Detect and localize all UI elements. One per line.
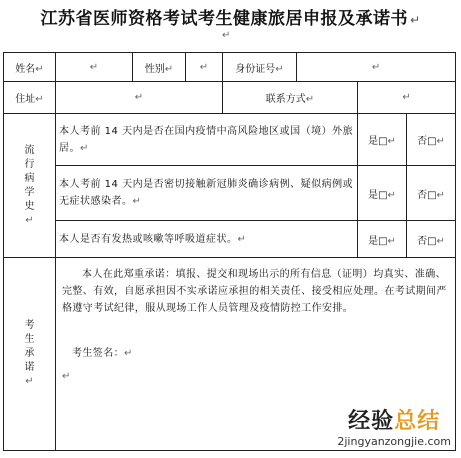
return-mark: ↵ [222, 30, 231, 41]
row-name-gender-id [4, 53, 456, 82]
question-row-3 [4, 221, 456, 258]
id-number-label: 身份证号 [235, 63, 276, 75]
page-title [0, 4, 461, 29]
question-2-no-checkbox[interactable]: 否□↵ [407, 166, 456, 221]
candidate-promise-label-cell: 考 生 承 诺 ↵ [4, 258, 56, 451]
vertical-label-char: 考 [24, 320, 35, 331]
gender-label-cell: 性别↵ [133, 53, 186, 82]
question-row-1 [4, 114, 456, 166]
gender-label: 性别 [144, 63, 165, 75]
row-address-contact [4, 82, 456, 114]
return-mark: ↵ [409, 13, 421, 27]
question-3-text: 本人是否有发热或咳嗽等呼吸道症状。 [59, 233, 238, 245]
signature-label: 考生签名： [72, 348, 124, 359]
signature-area[interactable]: 考生签名：↵ [72, 348, 133, 359]
return-mark: ↵ [62, 371, 71, 382]
watermark-url: 2jingyanzongjie.com [337, 435, 451, 448]
question-1-yes-checkbox[interactable]: 是□↵ [358, 114, 407, 166]
vertical-label-char: 承 [24, 348, 35, 359]
address-field[interactable]: ↵ [56, 82, 223, 114]
question-3-text-cell: 本人是否有发热或咳嗽等呼吸道症状。↵ [56, 221, 358, 258]
contact-label-cell: 联系方式↵ [223, 82, 358, 114]
vertical-label-char: 生 [24, 334, 35, 345]
promise-text: 本人在此郑重承诺：填报、提交和现场出示的所有信息（证明）均真实、准确、完整、有效，自愿承担因不实承诺应承担的相关责任、接受相应处理。在考试期间严格遵守考试纪律，服从现场工作人员管理及疫情防控工作安排。 [62, 269, 447, 314]
question-2-text: 本人考前 14 天内是否密切接触新冠肺炎确诊病例、疑似病例或无症状感染者。 [59, 179, 354, 207]
vertical-label-char: 史 [24, 200, 35, 212]
vertical-label-char: 诺 [24, 362, 35, 373]
gender-field[interactable]: ↵ [186, 53, 223, 82]
id-number-label-cell: 身份证号↵ [223, 53, 297, 82]
name-label: 姓名 [15, 63, 36, 75]
vertical-label-char: 行 [24, 158, 35, 170]
question-1-text-cell: 本人考前 14 天内是否在国内疫情中高风险地区或国（境）外旅居。↵ [56, 114, 358, 166]
address-label-cell: 住址↵ [4, 82, 56, 114]
name-label-cell: 姓名↵ [4, 53, 56, 82]
contact-field[interactable]: ↵ [358, 82, 456, 114]
question-row-2 [4, 166, 456, 221]
epi-history-label [7, 144, 52, 214]
name-field[interactable]: ↵ [56, 53, 133, 82]
vertical-label-char: 学 [24, 186, 35, 198]
question-2-yes-checkbox[interactable]: 是□↵ [358, 166, 407, 221]
promise-row [4, 258, 456, 451]
vertical-label-char: 流 [24, 144, 35, 156]
question-2-text-cell: 本人考前 14 天内是否密切接触新冠肺炎确诊病例、疑似病例或无症状感染者。↵ [56, 166, 358, 221]
promise-cell [56, 258, 456, 451]
vertical-label-char: 病 [24, 172, 35, 184]
candidate-promise-label [7, 319, 52, 375]
declaration-form [3, 52, 456, 451]
title-text: 江苏省医师资格考试考生健康旅居申报及承诺书 [40, 9, 408, 29]
watermark-accent-text: 总结 [394, 409, 441, 434]
watermark-text: 经验 [348, 409, 395, 434]
address-label: 住址 [15, 94, 36, 105]
question-1-no-checkbox[interactable]: 否□↵ [407, 114, 456, 166]
contact-label: 联系方式 [265, 94, 306, 105]
question-3-no-checkbox[interactable]: 否□↵ [407, 221, 456, 258]
question-1-text: 本人考前 14 天内是否在国内疫情中高风险地区或国（境）外旅居。 [59, 125, 354, 154]
id-number-field[interactable]: ↵ [297, 53, 456, 82]
epi-history-label-cell: 流 行 病 学 史 ↵ [4, 114, 56, 258]
question-3-yes-checkbox[interactable]: 是□↵ [358, 221, 407, 258]
